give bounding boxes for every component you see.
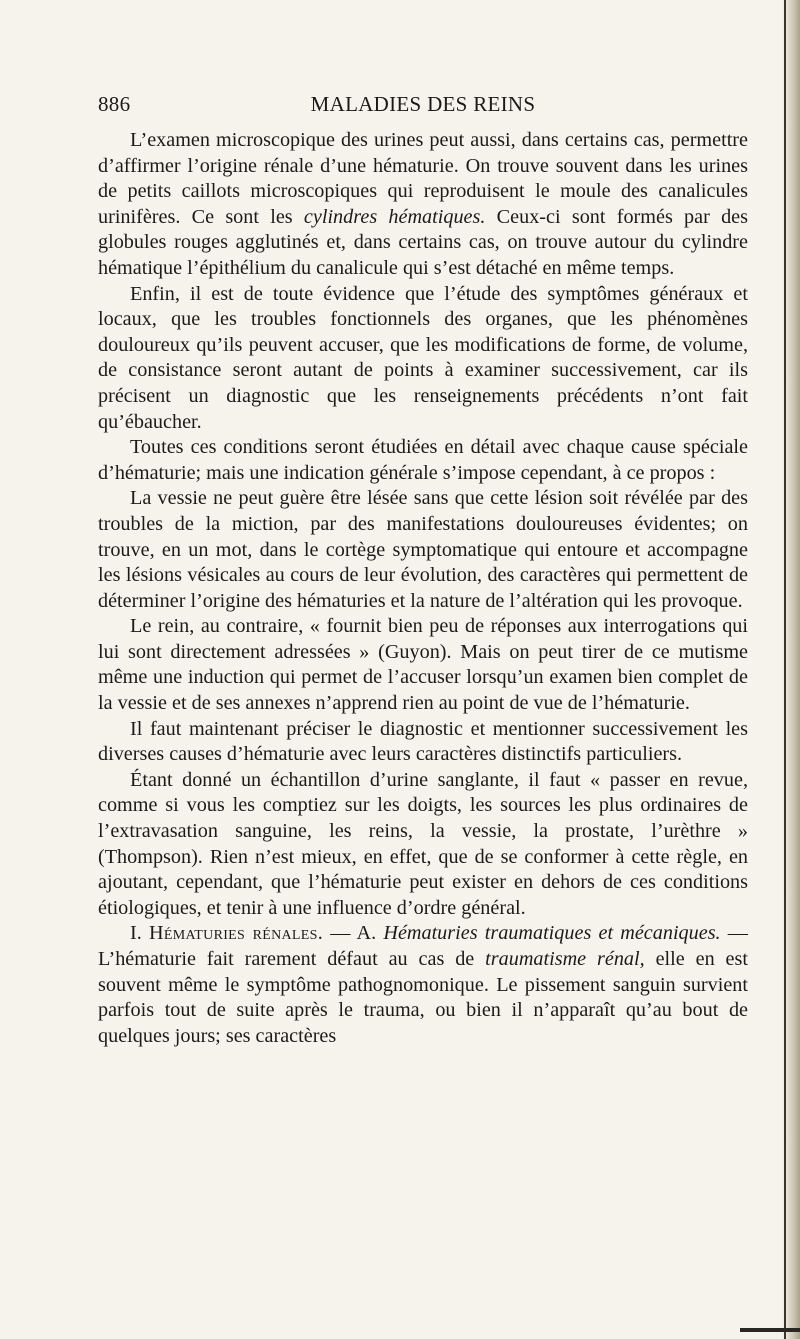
paragraph-6: Il faut maintenant préciser le diagnostic et mentionner successivement les diverses causes d’hématurie avec leurs caractères distinctifs particuliers.: [98, 717, 748, 766]
paragraph-1: [98, 128, 748, 282]
paragraph-8-text-a: — L’hématurie fait rarement défaut au cas de: [98, 922, 748, 970]
term-traumatisme-renal: traumatisme rénal,: [485, 948, 645, 970]
section-number: I.: [130, 922, 149, 945]
paragraph-2: Enfin, il est de toute évidence que l’étude des symptômes généraux et locaux, que les troubles fonctionnels des organes, que les phénomènes douloureux qu’ils peuvent accuser, que les modifications de forme, de volume, de consistance seront autant de points à examiner successivement, car ils précisent un diagnostic que les renseignements précédents n’ont fait qu’ébaucher.: [98, 282, 748, 433]
paragraph-1-text-b: Ceux-ci sont formés par des globules rouges agglutinés et, dans certains cas, on trouve autour du cylindre hématique l’épithélium du canalicule qui s’est détaché en même temps.: [98, 205, 748, 279]
body-text: [98, 128, 748, 1049]
bottom-rule: [740, 1328, 800, 1332]
running-title: MALADIES DES REINS: [310, 92, 536, 116]
page-number: 886: [98, 92, 131, 116]
paragraph-8: [98, 921, 748, 1049]
paragraph-3: Toutes ces conditions seront étudiées en détail avec chaque cause spéciale d’hématurie; mais une indication générale s’impose cependant, à ce propos :: [98, 436, 748, 484]
paragraph-5: Le rein, au contraire, « fournit bien peu de réponses aux interrogations qui lui sont directement adressées » (Guyon). Mais on peut tirer de ce mutisme même une induction qui permet de l’accuser lorsqu’un examen bien complet de la vessie et de ses annexes n’apprend rien au point de vue de l’hématurie.: [98, 615, 748, 715]
page-binding-line: [784, 0, 786, 1339]
term-cylindres-hematiques: cylindres hématiques.: [303, 205, 486, 228]
subsection-letter: — A.: [323, 922, 384, 945]
paragraph-8-text-b: elle en est souvent même le symptôme pathognomonique. Le pissement sanguin survient parfois tout de suite après le trauma, ou bien il n’apparaît qu’au bout de quelques jours; ses caractères: [98, 948, 748, 1047]
section-heading-hematuries-renales: Hématuries rénales.: [148, 922, 324, 945]
paragraph-4: La vessie ne peut guère être lésée sans que cette lésion soit révélée par des troubles de la miction, par des manifestations douloureuses évidentes; on trouve, en un mot, dans le cortège symptomatique qui entoure et accompagne les lésions vésicales au cours de leur évolution, des caractères qui permettent de déterminer l’origine des hématuries et la nature de l’altération qui les provoque.: [98, 487, 748, 612]
paragraph-7: Étant donné un échantillon d’urine sanglante, il faut « passer en revue, comme si vous les comptiez sur les doigts, les sources les plus ordinaires de l’extravasation sanguine, les reins, la vessie, la prostate, l’urèthre » (Thompson). Rien n’est mieux, en effet, que de se conformer à cette règle, en ajoutant, cependant, que l’hématurie peut exister en dehors de ces conditions étiologiques, et tenir à une influence d’ordre général.: [98, 768, 748, 919]
subsection-heading: Hématuries traumatiques et mécaniques.: [383, 922, 721, 945]
paragraph-1-text-a: L’examen microscopique des urines peut aussi, dans certains cas, permettre d’affirmer l’origine rénale d’une hématurie. On trouve souvent dans les urines de petits caillots microscopiques qui reproduisent le moule des canalicules urinifères. Ce sont les: [98, 129, 748, 228]
page-header: [98, 92, 748, 120]
